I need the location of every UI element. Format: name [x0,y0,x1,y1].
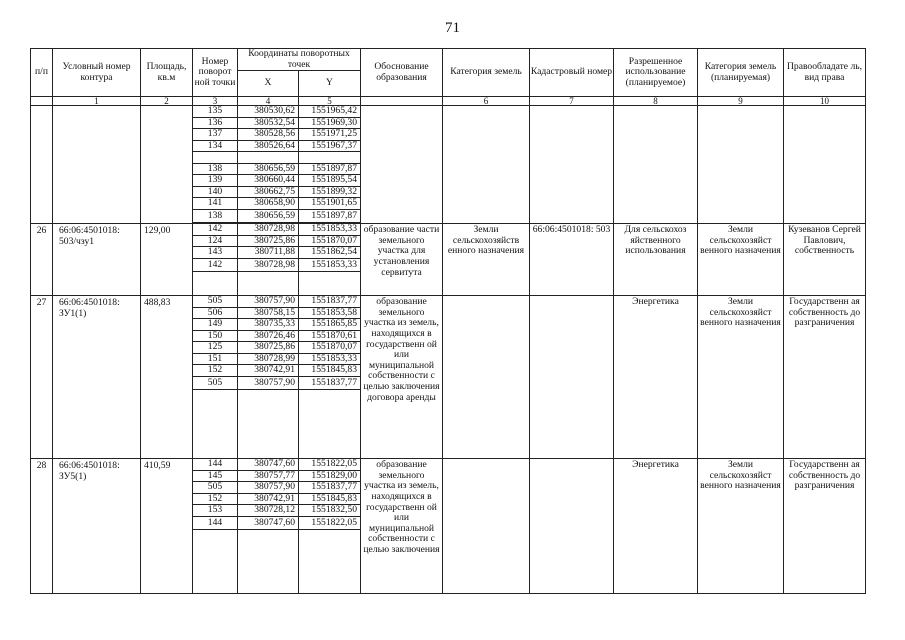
header-row-top [31,49,866,71]
point-number: 505 [193,296,237,308]
coordinate-y [299,152,360,164]
point-number: 149 [193,319,237,331]
table-row [31,296,866,459]
planned-category-text: Земли сельскохозяйст венного назначения [700,296,781,329]
permitted-use [614,296,698,459]
header-owner: Правообладате ль, вид права [784,49,866,97]
contour-number [53,224,141,296]
header-x: X [238,71,299,97]
cadastral-number-text [530,459,613,461]
coordinate-y: 1551837,77 [299,296,360,308]
coordinate-x: 380530,62 [238,106,298,118]
coordinate-y: 1551870,61 [299,331,360,343]
column-number-cell: 7 [530,97,614,106]
coordinate-y-list [299,459,361,594]
point-number: 142 [193,224,237,236]
contour-number-text [53,106,140,108]
formation-basis-text: образование части земельного участка для установления сервитута [363,224,440,278]
coordinate-x: 380742,91 [238,365,298,377]
owner [784,296,866,459]
point-number: 139 [193,175,237,187]
column-number-cell [361,97,443,106]
coordinate-y: 1551965,42 [299,106,360,118]
land-category-text: Земли сельскохозяйств енного назначения [447,224,525,257]
cadastral-number [530,459,614,594]
coordinate-y: 1551822,05 [299,517,360,531]
table-row [31,106,866,224]
point-number-list [193,459,238,594]
column-number-cell: 6 [443,97,530,106]
coordinate-y-list [299,296,361,459]
point-number [193,152,237,164]
coordinate-x: 380726,46 [238,331,298,343]
coordinate-x: 380758,15 [238,308,298,320]
point-number: 135 [193,106,237,118]
coordinate-x: 380725,86 [238,236,298,248]
row-number [31,224,53,296]
permitted-use-text: Для сельскохоз яйственного использования [624,224,687,257]
point-number: 124 [193,236,237,248]
owner [784,459,866,594]
point-number-list [193,224,238,296]
coordinate-x: 380658,90 [238,198,298,210]
point-number: 138 [193,164,237,176]
contour-number-text: 66:06:4501018: ЗУ5(1) [59,460,120,482]
coordinate-y: 1551897,87 [299,210,360,224]
coordinate-x [238,152,298,164]
formation-basis [361,224,443,296]
header-planned-category: Категория земель (планируемая) [698,49,784,97]
point-number: 152 [193,494,237,506]
formation-basis-text [361,106,442,108]
coordinate-y: 1551862,54 [299,247,360,259]
coordinate-x: 380711,88 [238,247,298,259]
cadastral-number [530,296,614,459]
point-number: 153 [193,505,237,517]
area-value [141,459,193,594]
area-value-text: 488,83 [144,297,171,309]
column-number-cell: 1 [53,97,141,106]
land-category-text [443,106,529,108]
coordinate-x: 380728,98 [238,259,298,273]
coordinate-y-list [299,224,361,296]
point-number: 138 [193,210,237,224]
coordinate-y: 1551899,32 [299,187,360,199]
table-row [31,224,866,296]
coordinate-x: 380728,98 [238,224,298,236]
land-category-text [443,459,529,461]
coordinate-x: 380528,56 [238,129,298,141]
cadastral-number-text [530,296,613,298]
coordinate-x: 380662,75 [238,187,298,199]
coordinate-x-list [238,459,299,594]
page-number: 71 [445,20,460,36]
column-number-cell: 4 [238,97,299,106]
owner [784,106,866,224]
header-basis: Обоснование образования [361,49,443,97]
coordinate-x: 380532,54 [238,118,298,130]
land-category-text [443,296,529,298]
column-number-cell [31,97,53,106]
coordinate-y: 1551895,54 [299,175,360,187]
owner-text [784,106,865,108]
coordinate-y-list [299,106,361,224]
cadastral-number-text [530,106,613,108]
header-coordinates: Координаты поворотных точек [238,49,361,71]
permitted-use-text: Энергетика [632,459,679,471]
row-number-text: 27 [36,297,47,309]
contour-number-text: 66:06:4501018: ЗУ1(1) [59,297,120,319]
coordinate-y: 1551870,07 [299,342,360,354]
coordinate-y: 1551837,77 [299,482,360,494]
point-number: 152 [193,365,237,377]
formation-basis [361,296,443,459]
coordinate-x: 380725,86 [238,342,298,354]
contour-number [53,106,141,224]
coordinate-x: 380757,90 [238,296,298,308]
area-value-text: 410,59 [144,460,171,472]
point-number: 141 [193,198,237,210]
header-land-category: Категория земель [443,49,530,97]
header-permitted-use: Разрешенное использование (планируемое) [614,49,698,97]
point-number: 144 [193,459,237,471]
point-number: 151 [193,354,237,366]
coordinate-x: 380757,90 [238,482,298,494]
point-number: 506 [193,308,237,320]
coordinate-y: 1551822,05 [299,459,360,471]
area-value [141,296,193,459]
owner-text: Кузеванов Сергей Павлович, собственность [788,224,861,257]
land-category [443,459,530,594]
area-value-text [141,106,192,108]
coordinate-x: 380747,60 [238,459,298,471]
coordinate-x: 380526,64 [238,141,298,153]
point-number: 136 [193,118,237,130]
coordinate-y: 1551969,30 [299,118,360,130]
contour-number-text: 66:06:4501018: 503/чзу1 [59,225,120,247]
column-number-cell: 2 [141,97,193,106]
header-pp: п/п [31,49,53,97]
cadastral-number [530,106,614,224]
header-cadastral-number: Кадастровый номер [530,49,614,97]
area-value [141,106,193,224]
table-row [31,459,866,594]
land-category [443,224,530,296]
formation-basis-text: образование земельного участка из земель, находящихся в государственн ой или муниципальной собственности с целью заключения договора аренды [363,296,440,403]
row-number-text [31,106,52,108]
row-number-text: 28 [36,460,47,472]
header-point-number: Номер поворот ной точки [193,49,238,97]
coordinate-y: 1551901,65 [299,198,360,210]
owner [784,224,866,296]
coordinate-y: 1551967,37 [299,141,360,153]
register-table [30,48,866,594]
coordinate-y: 1551865,85 [299,319,360,331]
coordinate-x: 380660,44 [238,175,298,187]
cadastral-number-text: 66:06:4501018: 503 [532,224,611,236]
coordinate-y: 1551897,87 [299,164,360,176]
land-category [443,106,530,224]
header-contour: Условный номер контура [53,49,141,97]
coordinate-y: 1551832,50 [299,505,360,517]
formation-basis [361,106,443,224]
coordinate-y: 1551853,33 [299,259,360,273]
point-number: 144 [193,517,237,531]
coordinate-x-list [238,296,299,459]
column-number-cell: 5 [299,97,361,106]
planned-category-text [698,106,783,108]
point-number: 125 [193,342,237,354]
column-number-cell: 9 [698,97,784,106]
column-number-cell: 10 [784,97,866,106]
planned-category-text: Земли сельскохозяйст венного назначения [700,224,781,257]
header-area: Площадь, кв.м [141,49,193,97]
planned-category [698,224,784,296]
row-number-text: 26 [36,225,47,237]
point-number: 145 [193,471,237,483]
permitted-use-text [614,106,697,108]
row-number [31,459,53,594]
row-number [31,296,53,459]
area-value [141,224,193,296]
coordinate-y: 1551829,00 [299,471,360,483]
coordinate-x: 380742,91 [238,494,298,506]
point-number: 505 [193,482,237,494]
coordinate-x: 380656,59 [238,164,298,176]
point-number: 150 [193,331,237,343]
coordinate-x: 380728,12 [238,505,298,517]
coordinate-x: 380728,99 [238,354,298,366]
point-number-list [193,296,238,459]
column-number-row [31,97,866,106]
planned-category [698,459,784,594]
area-value-text: 129,00 [144,225,171,237]
formation-basis-text: образование земельного участка из земель, находящихся в государственн ой или муниципальной собственности с целью заключения [363,459,440,555]
contour-number [53,459,141,594]
coordinate-x: 380656,59 [238,210,298,224]
coordinate-x: 380757,77 [238,471,298,483]
coordinate-y: 1551853,58 [299,308,360,320]
column-number-cell: 8 [614,97,698,106]
point-number: 143 [193,247,237,259]
coordinate-y: 1551870,07 [299,236,360,248]
formation-basis [361,459,443,594]
point-number: 142 [193,259,237,273]
coordinate-y: 1551837,77 [299,377,360,391]
point-number: 134 [193,141,237,153]
planned-category [698,106,784,224]
point-number-list [193,106,238,224]
header-y: Y [299,71,361,97]
coordinate-x-list [238,224,299,296]
owner-text: Государственн ая собственность до разграничения [788,459,861,492]
permitted-use [614,106,698,224]
coordinate-y: 1551845,83 [299,494,360,506]
coordinate-y: 1551853,33 [299,224,360,236]
cadastral-number [530,224,614,296]
coordinate-y: 1551853,33 [299,354,360,366]
land-category [443,296,530,459]
coordinate-y: 1551971,25 [299,129,360,141]
coordinate-y: 1551845,83 [299,365,360,377]
point-number: 505 [193,377,237,391]
owner-text: Государственн ая собственность до разграничения [788,296,861,329]
coordinate-x-list [238,106,299,224]
row-number [31,106,53,224]
point-number: 137 [193,129,237,141]
coordinate-x: 380757,90 [238,377,298,391]
permitted-use [614,459,698,594]
permitted-use-text: Энергетика [632,296,679,308]
contour-number [53,296,141,459]
coordinate-x: 380735,33 [238,319,298,331]
point-number: 140 [193,187,237,199]
planned-category-text: Земли сельскохозяйст венного назначения [700,459,781,492]
coordinate-x: 380747,60 [238,517,298,531]
column-number-cell: 3 [193,97,238,106]
permitted-use [614,224,698,296]
planned-category [698,296,784,459]
